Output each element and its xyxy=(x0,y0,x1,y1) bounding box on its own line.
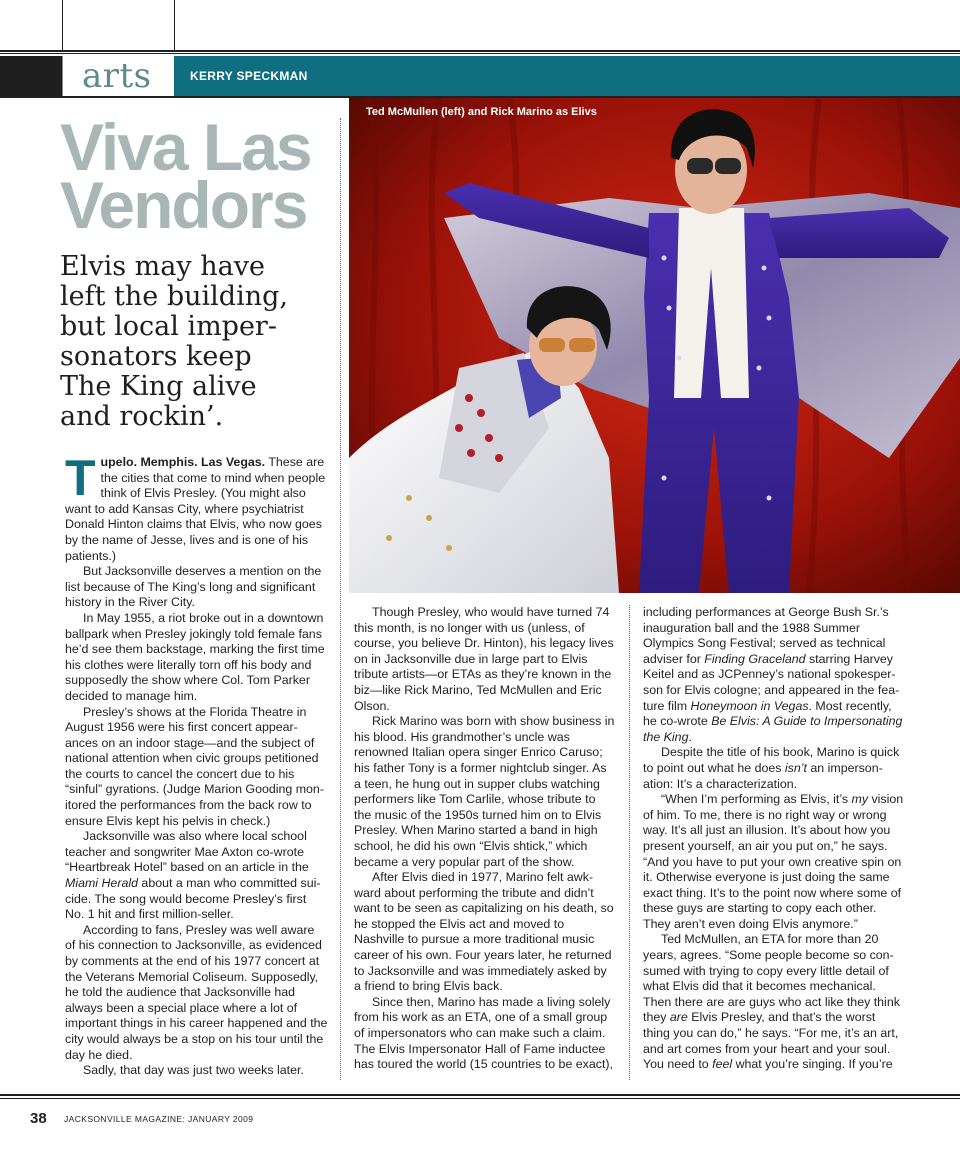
paragraph: Since then, Marino has made a living solely from his work as an ETA, one of a small group of impersonators who can make such a claim. The Elvis Impersonator Hall of Fame inductee has toured the world (15 countries to be exact), xyxy=(354,994,613,1072)
book-title: Be Elvis: A Guide to Impersonating the King xyxy=(643,714,903,744)
top-rule xyxy=(0,50,960,52)
paragraph xyxy=(643,605,905,745)
paragraph: But Jacksonville deserves a mention on the list because of The King’s long and significant history in the River City. xyxy=(65,564,322,610)
deck-line: left the building, xyxy=(60,281,288,312)
body-column-1 xyxy=(65,450,328,1079)
drop-cap: T xyxy=(65,450,96,506)
paragraph xyxy=(643,792,905,932)
page-number: 38 xyxy=(30,1110,47,1127)
top-rule-thin xyxy=(0,53,960,54)
paragraph: Rick Marino was born with show business in his blood. His grandmother’s uncle was renowned Italian opera singer Enrico Caruso; his father Tony is a former nightclub singer. As a teen, he hung out in supper clubs watching performers like Tom Carlile, whose tribute to the music of the 1950s turned him on to Elvis Presley. When Marino started a band in high school, he did his own “Elvis shtick,” which became a very popular part of the show. xyxy=(354,714,615,869)
paragraph xyxy=(643,745,905,792)
section-name: arts xyxy=(82,56,152,96)
emphasis: feel xyxy=(712,1057,733,1072)
lead-in: upelo. Memphis. Las Vegas. xyxy=(100,455,266,469)
paragraph-text: . Most recently, he co-wrote xyxy=(643,698,892,729)
emphasis: are xyxy=(669,1010,688,1025)
paragraph: Sadly, that day was just two weeks later. xyxy=(83,1063,304,1078)
column-rule xyxy=(629,605,630,1080)
deck-line: but local imper- xyxy=(60,311,277,342)
byline: KERRY SPECKMAN xyxy=(190,69,308,83)
paragraph-text: what you’re singing. If you’re xyxy=(732,1057,893,1072)
publication-title: Miami Herald xyxy=(65,876,138,891)
paragraph-text: Despite the title of his book, Marino is quick to point out what he does xyxy=(643,745,900,775)
emphasis: isn’t xyxy=(784,760,807,775)
footer-rule-thin xyxy=(0,1098,960,1099)
paragraph xyxy=(65,450,328,564)
footer-rule xyxy=(0,1094,960,1096)
paragraph-text: Ted McMullen, an ETA for more than 20 years, agrees. “Some people become so con-sumed with trying to copy every little detail of what Elvis did that it becomes mechanical. Then there are are guys who act like they think they xyxy=(643,932,900,1025)
paragraph-text: vision of him. To me, there is no right way or wrong way. It’s all just an illusion. It’s about how you present yourself, an air you put on,” he says. “And you have to put your own creative spin on it. Otherwise everyone is just doing the same exact thing. It’s to the point now where some of these guys are starting to copy each other. They aren’t even doing Elvis anymore.” xyxy=(643,792,904,931)
headline xyxy=(60,110,340,242)
paragraph: In May 1955, a riot broke out in a downtown ballpark when Presley jokingly told female fans he’d see them backstage, marking the first time his clothes were literally torn off his body and supposedly the show where Col. Tom Parker decided to manage him. xyxy=(65,610,325,703)
paragraph-text: . xyxy=(688,729,692,744)
paragraph-text: “When I’m performing as Elvis, it’s xyxy=(661,792,852,807)
column-rule xyxy=(340,118,341,1080)
folio: JACKSONVILLE MAGAZINE: JANUARY 2009 xyxy=(64,1114,254,1124)
emphasis: my xyxy=(851,792,869,807)
paragraph-text: These are the cities that come to mind when people think of Elvis Presley. (You might also want to add Kansas City, where psychiatrist Donald Hinton claims that Elvis, who now goes by the name of Jesse, lives and is one of his patients.) xyxy=(65,455,326,563)
headline-line: Viva Las xyxy=(60,110,311,184)
header-divider xyxy=(62,0,63,50)
paragraph xyxy=(643,932,905,1072)
paragraph-text: an imperson-ation: It’s a characterization. xyxy=(643,760,883,791)
deck-line: Elvis may have xyxy=(60,251,265,282)
feature-photo xyxy=(349,98,960,593)
paragraph xyxy=(65,829,328,923)
paragraph-text: Jacksonville was also where local school teacher and songwriter Mae Axton co-wrote “Heartbreak Hotel” based on an article in the xyxy=(65,829,309,875)
photo-caption: Ted McMullen (left) and Rick Marino as Elivs xyxy=(366,106,597,118)
deck-line: sonators keep xyxy=(60,341,252,372)
paragraph: Presley’s shows at the Florida Theatre in August 1956 were his first concert appear-ances on an indoor stage—and the subject of national attention when civic groups petitioned the courts to cancel the concert due to his “sinful” gyrations. (Judge Marion Gooding mon-itored the performances from the back row to ensure Elvis kept his pelvis in check.) xyxy=(65,704,324,828)
film-title: Finding Graceland xyxy=(704,651,806,666)
paragraph-text: starring Harvey Keitel and as JCPenney’s national spokesper-son for Elvis cologne; and appeared in the fea-ture film xyxy=(643,651,900,713)
deck-line: and rockin’. xyxy=(60,401,224,432)
film-title: Honeymoon in Vegas xyxy=(690,698,809,713)
paragraph-text: Elvis Presley, and that’s the worst thing you can do,” he says. “For me, it’s an art, and art comes from your heart and your soul. You need to xyxy=(643,1010,899,1072)
paragraph-text: about a man who committed sui-cide. The song would become Presley’s first No. 1 hit and first million-seller. xyxy=(65,876,321,922)
deck xyxy=(60,252,345,432)
paragraph: Though Presley, who would have turned 74 this month, is no longer with us (unless, of course, you believe Dr. Hinton), his legacy lives on in Jacksonville due in large part to Elvis tribute artists—or ETAs as they’re known in the biz—like Rick Marino, Ted McMullen and Eric Olson. xyxy=(354,605,614,713)
deck-line: The King alive xyxy=(60,371,257,402)
body-column-3 xyxy=(643,605,905,1073)
headline-line: Vendors xyxy=(60,168,307,242)
paragraph: After Elvis died in 1977, Marino felt awk-ward about performing the tribute and didn’t want to be seen as capitalizing on his death, so he stopped the Elvis act and moved to Nashville to pursue a more traditional music career of his own. Four years later, he returned to Jacksonville and was immediately asked by a friend to bring Elvis back. xyxy=(354,870,614,994)
paragraph: According to fans, Presley was well aware of his connection to Jacksonville, as evidenced by comments at the end of his 1977 concert at the Veterans Memorial Coliseum. Supposedly, he told the audience that Jacksonville had always been a special place where a lot of important things in his career happened and the city would always be a stop on his tour until the day he died. xyxy=(65,922,328,1062)
body-column-2 xyxy=(354,605,616,1073)
header-divider xyxy=(174,0,175,50)
paragraph-text: including performances at George Bush Sr.’s inauguration ball and the 1988 Summer Olympics Song Festival; served as technical adviser for xyxy=(643,605,889,666)
